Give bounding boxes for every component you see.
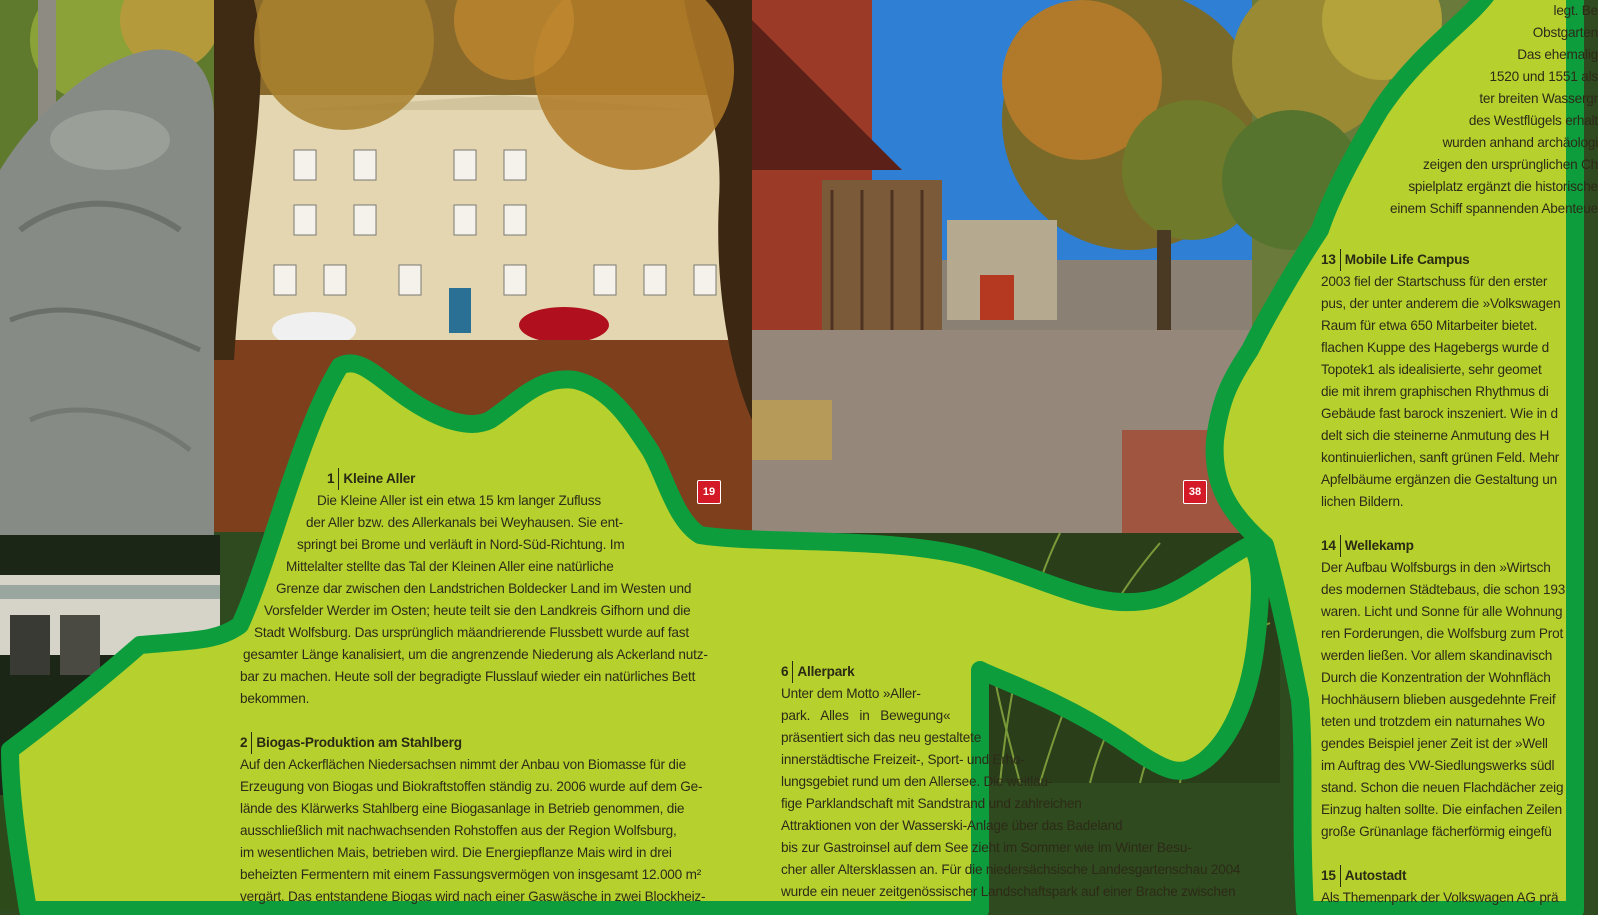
text-line: lichen Bildern. xyxy=(1321,494,1404,509)
section-allerpark xyxy=(781,661,1261,903)
section-title: Wellekamp xyxy=(1344,538,1414,553)
text-line: legt. Be xyxy=(1553,3,1598,18)
text-line: Raum für etwa 650 Mitarbeiter bietet. xyxy=(1321,318,1538,333)
text-line: fige Parklandschaft mit Sandstrand und zahlreichen xyxy=(781,796,1082,811)
text-line: 1520 und 1551 als xyxy=(1489,69,1598,84)
text-line: spielplatz ergänzt die historische xyxy=(1408,179,1598,194)
text-line: teten und trotzdem ein naturnahes Wo xyxy=(1321,714,1545,729)
text-line: springt bei Brome und verläuft in Nord-Süd-Richtung. Im xyxy=(297,537,625,552)
text-line: bekommen. xyxy=(240,691,310,706)
text-line: gesamter Länge kanalisiert, um die angrenzende Niederung als Ackerland nutz- xyxy=(243,647,708,662)
text-line: Einzug halten sollte. Die einfachen Zeilen xyxy=(1321,802,1562,817)
section-heading xyxy=(240,468,730,490)
text-line: wurden anhand archäologi xyxy=(1442,135,1598,150)
text-line: große Grünanlage fächerförmig eingefü xyxy=(1321,824,1552,839)
text-line: Auf den Ackerflächen Niedersachsen nimmt der Anbau von Biomasse für die xyxy=(240,757,686,772)
text-line: Mittelalter stellte das Tal der Kleinen Aller eine natürliche xyxy=(286,559,614,574)
photo-number-badge: 19 xyxy=(697,480,721,504)
top-right-text xyxy=(1330,0,1598,225)
text-line: lände des Klärwerks Stahlberg eine Biogasanlage in Betrieb genommen, die xyxy=(240,801,685,816)
text-line: beheizten Fermentern mit einem Fassungsvermögen von insgesamt 12.000 m² xyxy=(240,867,702,882)
section-title: Mobile Life Campus xyxy=(1344,252,1470,267)
text-line: Topotek1 als idealisierte, sehr geomet xyxy=(1321,362,1542,377)
text-line: des modernen Städtebaus, die schon 193 xyxy=(1321,582,1566,597)
section-heading xyxy=(1321,865,1575,887)
text-line: im Auftrag des VW-Siedlungswerks südl xyxy=(1321,758,1555,773)
text-line: des Westflügels erhalt xyxy=(1468,113,1598,128)
text-line: lungsgebiet rund um den Allersee. Die weitläu- xyxy=(781,774,1053,789)
text-line: Stadt Wolfsburg. Das ursprünglich mäandrierende Flussbett wurde auf fast xyxy=(254,625,689,640)
text-line: bis zur Gastroinsel auf dem See zieht im Sommer wie im Winter Besu- xyxy=(781,840,1192,855)
text-line: Unter dem Motto »Aller- xyxy=(781,686,921,701)
section-biogas xyxy=(240,732,722,908)
text-line: park. Alles in Bewegung« xyxy=(781,708,951,723)
text-line: 2003 fiel der Startschuss für den erster xyxy=(1321,274,1548,289)
text-line: einem Schiff spannenden Abenteue xyxy=(1390,201,1598,216)
section-title: Kleine Aller xyxy=(343,471,416,486)
text-line: innerstädtische Freizeit-, Sport- und Erho- xyxy=(781,752,1025,767)
section-heading xyxy=(781,661,1261,683)
section-kleine-aller xyxy=(240,468,730,710)
text-line: ter breiten Wassergr xyxy=(1479,91,1598,106)
section-number: 13 xyxy=(1321,249,1341,271)
section-number: 15 xyxy=(1321,865,1341,887)
text-line: stand. Schon die neuen Flachdächer zeig xyxy=(1321,780,1564,795)
text-line: Als Themenpark der Volkswagen AG prä xyxy=(1321,890,1559,905)
photo-number-badge: 38 xyxy=(1183,480,1207,504)
text-line: kontinuierlichen, sanft grünen Feld. Mehr xyxy=(1321,450,1560,465)
text-line: Erzeugung von Biogas und Biokraftstoffen ständig zu. 2006 wurde auf dem Ge- xyxy=(240,779,703,794)
section-title: Allerpark xyxy=(797,664,855,679)
text-line: ren Forderungen, die Wolfsburg zum Prot xyxy=(1321,626,1564,641)
text-line: Die Kleine Aller ist ein etwa 15 km langer Zufluss xyxy=(317,493,601,508)
text-line: Hochhäusern blieben ausgedehnte Freif xyxy=(1321,692,1556,707)
text-line: waren. Licht und Sonne für alle Wohnung xyxy=(1321,604,1563,619)
text-line: Der Aufbau Wolfsburgs in den »Wirtsch xyxy=(1321,560,1551,575)
text-line: cher aller Altersklassen an. Für die niedersächsische Landesgartenschau 2004 xyxy=(781,862,1241,877)
text-line: gendes Beispiel jener Zeit ist der »Well xyxy=(1321,736,1548,751)
section-number: 1 xyxy=(327,468,339,490)
text-line: Durch die Konzentration der Wohnfläch xyxy=(1321,670,1551,685)
text-line: ausschließlich mit nachwachsenden Rohstoffen aus der Region Wolfsburg, xyxy=(240,823,677,838)
section-number: 6 xyxy=(781,661,793,683)
text-line: die mit ihrem graphischen Rhythmus di xyxy=(1321,384,1549,399)
text-line: Attraktionen von der Wasserski-Anlage über das Badeland xyxy=(781,818,1123,833)
section-number: 2 xyxy=(240,732,252,754)
section-heading xyxy=(1321,249,1575,271)
text-line: bar zu machen. Heute soll der begradigte Flusslauf wieder ein natürliches Bett xyxy=(240,669,696,684)
text-line: Vorsfelder Werder im Osten; heute teilt sie den Landkreis Gifhorn und die xyxy=(264,603,691,618)
section-heading xyxy=(1321,535,1575,557)
section-title: Biogas-Produktion am Stahlberg xyxy=(256,735,462,750)
right-column xyxy=(1321,249,1575,910)
section-number: 14 xyxy=(1321,535,1341,557)
text-line: wurde ein neuer zeitgenössischer Landschaftspark auf einer Brache zwischen xyxy=(781,884,1236,899)
section-heading xyxy=(240,732,722,754)
text-line: Gebäude fast barock inszeniert. Wie in d xyxy=(1321,406,1558,421)
section-title: Autostadt xyxy=(1344,868,1407,883)
text-line: flachen Kuppe des Hagebergs wurde d xyxy=(1321,340,1550,355)
text-line: der Aller bzw. des Allerkanals bei Weyhausen. Sie ent- xyxy=(306,515,623,530)
text-line: Obstgarten xyxy=(1532,25,1598,40)
text-line: werden ließen. Vor allem skandinavisch xyxy=(1321,648,1553,663)
text-line: Grenze dar zwischen den Landstrichen Boldecker Land im Westen und xyxy=(276,581,692,596)
text-line: zeigen den ursprünglichen Ch xyxy=(1422,157,1598,172)
text-line: präsentiert sich das neu gestaltete xyxy=(781,730,982,745)
text-line: delt sich die steinerne Anmutung des H xyxy=(1321,428,1550,443)
text-line: Das ehemalig xyxy=(1517,47,1598,62)
text-line: pus, der unter anderem die »Volkswagen xyxy=(1321,296,1561,311)
text-line: Apfelbäume ergänzen die Gestaltung un xyxy=(1321,472,1557,487)
text-line: vergärt. Das entstandene Biogas wird nach einer Gaswäsche in zwei Blockheiz- xyxy=(240,889,706,904)
text-line: im wesentlichen Mais, betrieben wird. Die Energiepflanze Mais wird in drei xyxy=(240,845,672,860)
